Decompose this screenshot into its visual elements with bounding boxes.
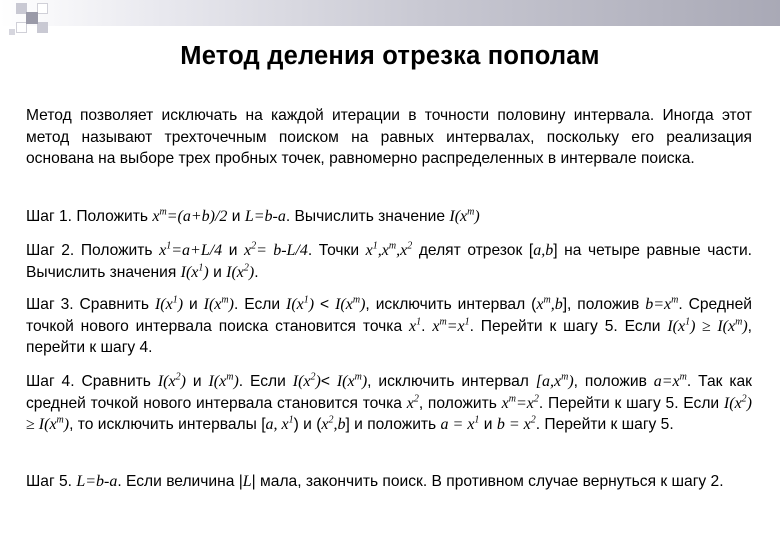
step-5-paragraph: Шаг 5. L=b-a. Если величина |L| мала, закончить поиск. В противном случае вернуться к шагу 2. [26,473,724,490]
step-3-paragraph: Шаг 3. Сравнить $I(x^1)$ и $I(x^m)$. Если $I(x^1) < I(x^m)$, исключить интервал $(x^m,b]$, положив $b=x^m$. Средней точкой нового интервала поиска становится точка $x^1$. $x^m=x^1$. Перейти к шагу 5. Если $I(x^1) \ge I(x^m)$, перейти к шагу 4. [26,294,752,356]
step-1-paragraph: Шаг 1. Положить $x^m=(a+b)/2$ и L=b-a. Вычислить значение $I(x^m)$ [26,206,480,225]
step-4-paragraph: Шаг 4. Сравнить $I(x^2)$ и $I(x^m)$. Если $I(x^2)< I(x^m)$, исключить интервал $[a,x^m)$, положив $a=x^m$. Так как средней точкой нового интервала становится точка $x^2$, положить $x^m=x^2$. Перейти к шагу 5. Если $I(x^2) \ge I(x^m)$, то исключить интервалы [a, $x^1$) и $(x^2,b]$ и положить $a = x^1$ и $b = x^2$. Перейти к шагу 5. [26,371,752,433]
header-gradient-bar [0,0,780,26]
intro-paragraph: Метод позволяет исключать на каждой итерации в точности половину интервала. Иногда этот метод называют трехточечным поиском на равных интервалах, поскольку его реализация основана на выборе трех пробных точек, равномерно распределенных в интервале поиска. [26,107,752,167]
corner-squares-decoration [0,0,60,48]
step-2-paragraph: Шаг 2. Положить $x^1=a+L/4$ и $x^2= b-L/4$. Точки $x^1,x^m,x^2$ делят отрезок [a,b] на четыре равные части. Вычислить значения $I(x^1)$ и $I(x^2)$. [26,240,752,281]
slide-title: Метод деления отрезка пополам [180,42,600,70]
